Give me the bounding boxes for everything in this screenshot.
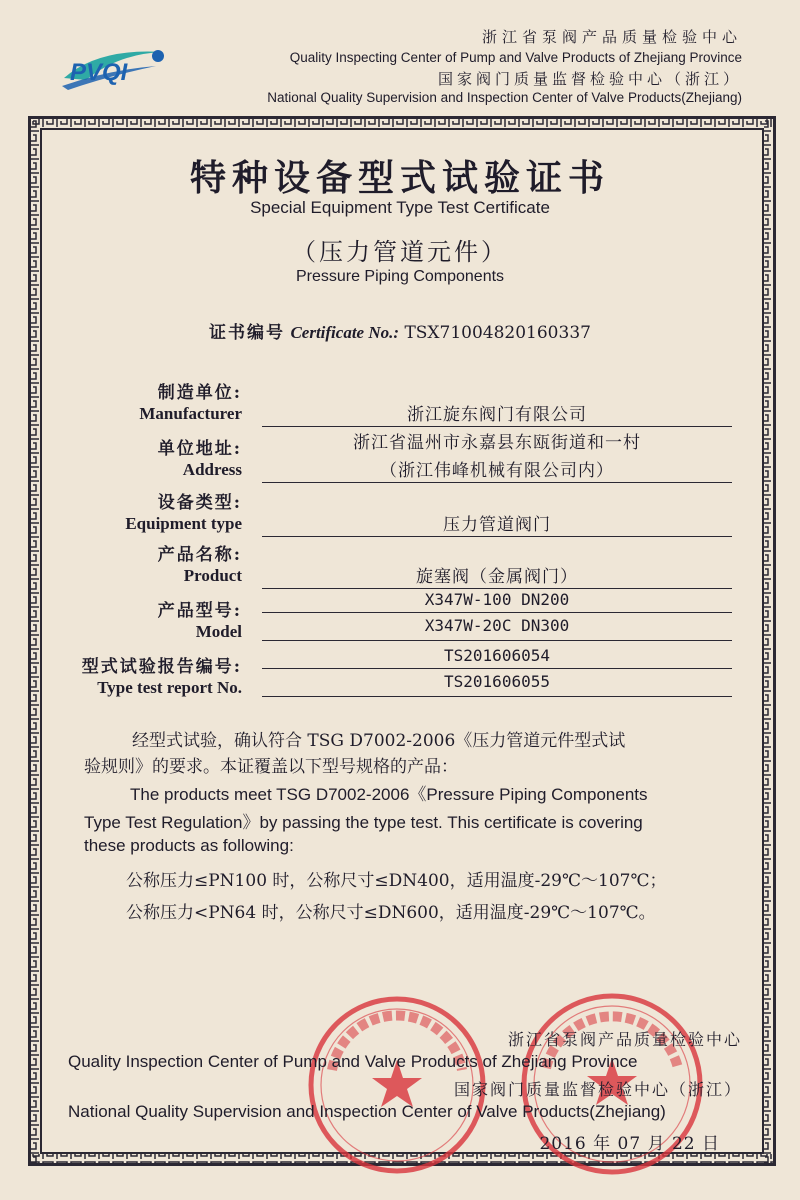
address-underline (262, 482, 732, 483)
pvqi-logo-icon (58, 40, 168, 92)
report-label-en: Type test report No. (97, 678, 242, 697)
report-value-1: TS201606054 (444, 646, 550, 665)
header-center-zh: 浙江省泵阀产品质量检验中心 (481, 28, 742, 46)
equipment-type-underline (262, 536, 732, 537)
subtitle-zh: （压力管道元件） (292, 238, 508, 266)
statement-en-line1: The products meet TSG D7002-2006《Pressure Piping Components (130, 785, 648, 804)
model-value-2: X347W-20C DN300 (424, 616, 570, 635)
header-national-en: National Quality Supervision and Inspection Center of Valve Products(Zhejiang) (267, 90, 742, 105)
subtitle-en: Pressure Piping Components (295, 268, 505, 285)
spec-line-1: 公称压力≤PN100 时，公称尺寸≤DN400，适用温度-29℃～107℃； (126, 871, 667, 891)
report-underline-1 (262, 668, 732, 669)
product-label-en: Product (183, 566, 242, 585)
equipment-type-label-zh: 设备类型: (157, 493, 242, 513)
model-underline-2 (262, 640, 732, 641)
issue-date: 2016 年 07 月 22 日 (539, 1134, 720, 1154)
address-label-en: Address (182, 460, 242, 479)
product-value: 旋塞阀（金属阀门） (416, 567, 578, 587)
certificate-number: TSX71004820160337 (404, 323, 591, 343)
header-center-en: Quality Inspecting Center of Pump and Valve Products of Zhejiang Province (289, 50, 742, 65)
statement-en-line2: Type Test Regulation》by passing the type test. This certificate is covering (84, 813, 643, 832)
manufacturer-label-en: Manufacturer (139, 404, 242, 423)
footer-national-en: National Quality Supervision and Inspection Center of Valve Products(Zhejiang) (68, 1102, 666, 1121)
footer-national-zh: 国家阀门质量监督检验中心（浙江） (453, 1080, 742, 1099)
certificate-label-en: Certificate No.: (290, 323, 400, 342)
report-value-2: TS201606055 (444, 672, 550, 691)
address-label-zh: 单位地址: (157, 439, 242, 459)
equipment-type-value: 压力管道阀门 (443, 515, 551, 535)
report-underline-2 (262, 696, 732, 697)
model-label-zh: 产品型号: (157, 601, 242, 621)
footer-center-zh: 浙江省泵阀产品质量检验中心 (507, 1030, 742, 1049)
statement-zh-line1: 经型式试验，确认符合 TSG D7002-2006《压力管道元件型式试 (132, 731, 626, 751)
header-national-zh: 国家阀门质量监督检验中心（浙江） (437, 70, 742, 88)
title-en: Special Equipment Type Test Certificate (250, 198, 550, 217)
product-label-zh: 产品名称: (157, 545, 242, 565)
logo-text: PVQI (70, 59, 128, 86)
address-value-line1: 浙江省温州市永嘉县东瓯街道和一村 (353, 433, 641, 453)
certificate-number-line (0, 318, 800, 343)
model-value-1: X347W-100 DN200 (424, 590, 570, 609)
footer-center-en: Quality Inspection Center of Pump and Valve Products of Zhejiang Province (68, 1052, 638, 1071)
certificate-label-zh: 证书编号 (209, 323, 286, 343)
title-zh: 特种设备型式试验证书 (189, 157, 610, 199)
statement-zh-line2: 验规则》的要求。本证覆盖以下型号规格的产品： (84, 757, 458, 777)
report-label-zh: 型式试验报告编号: (81, 657, 242, 677)
address-value-line2: （浙江伟峰机械有限公司内） (380, 461, 614, 481)
model-label-en: Model (195, 622, 242, 641)
manufacturer-value: 浙江旋东阀门有限公司 (407, 405, 587, 425)
manufacturer-label-zh: 制造单位: (157, 383, 242, 403)
model-underline-1 (262, 612, 732, 613)
manufacturer-underline (262, 426, 732, 427)
product-underline (262, 588, 732, 589)
equipment-type-label-en: Equipment type (125, 514, 242, 533)
statement-en-line3: these products as following: (84, 836, 294, 855)
spec-line-2: 公称压力<PN64 时，公称尺寸≤DN600，适用温度-29℃～107℃。 (126, 903, 656, 923)
